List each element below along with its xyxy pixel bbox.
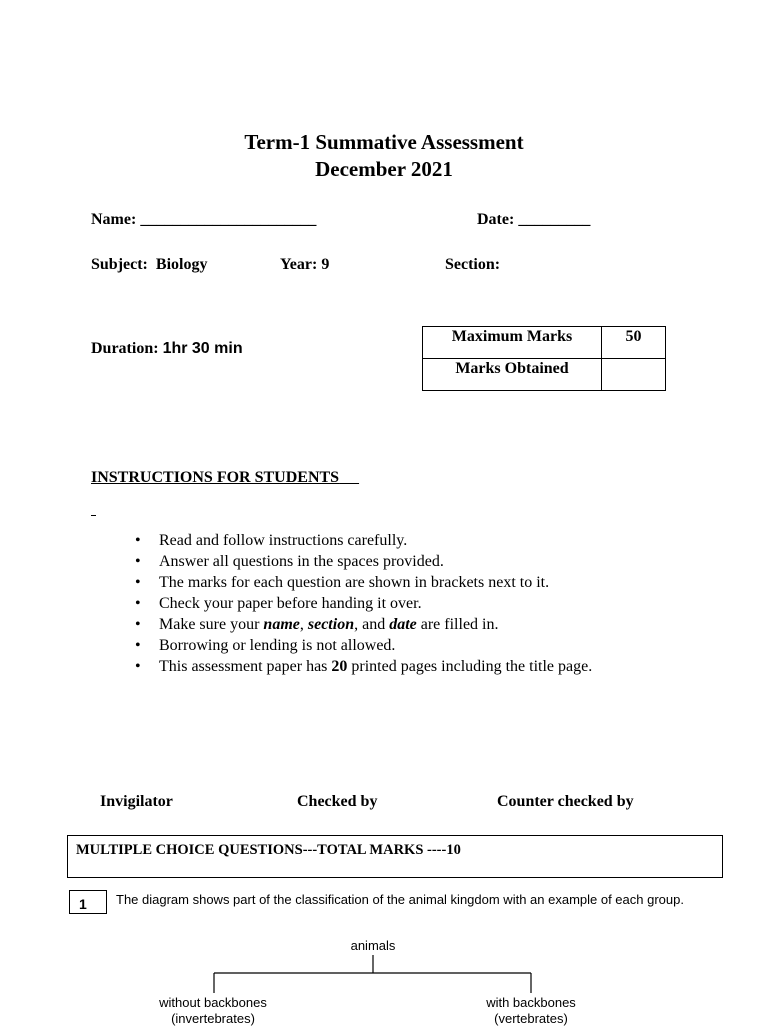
duration-value: 1hr 30 min [162, 340, 243, 357]
vertebrates-label: with backbones (vertebrates) [486, 995, 576, 1026]
mcq-header-text: MULTIPLE CHOICE QUESTIONS---TOTAL MARKS ----10 [76, 842, 461, 858]
list-item: • Read and follow instructions carefully. [135, 532, 408, 549]
max-marks-label: Maximum Marks [423, 327, 602, 359]
invigilator-label: Invigilator [100, 793, 173, 810]
duration-field [91, 340, 243, 358]
list-item: • The marks for each question are shown in brackets next to it. [135, 574, 550, 591]
checked-by-label: Checked by [297, 793, 378, 810]
page-title: Term-1 Summative Assessment [244, 130, 524, 154]
year-label: Year: 9 [280, 256, 330, 273]
question-text: The diagram shows part of the classification of the animal kingdom with an example of each group. [116, 892, 684, 907]
list-item: • Check your paper before handing it over. [135, 595, 422, 612]
table-row [423, 327, 666, 359]
instructions-list [131, 530, 592, 677]
marks-obtained-value[interactable] [602, 359, 666, 391]
name-field[interactable] [91, 211, 316, 229]
bullet-icon: • [135, 595, 141, 612]
invertebrates-label: without backbones (invertebrates) [159, 995, 267, 1026]
classification-tree-lines [200, 955, 550, 995]
bullet-icon: • [135, 637, 141, 654]
name-blank[interactable]: ______________________ [140, 211, 317, 228]
bullet-icon: • [135, 553, 141, 570]
date-label: Date: [477, 211, 515, 228]
underline-mark [91, 503, 96, 516]
marks-obtained-label: Marks Obtained [423, 359, 602, 391]
question-number-box: 1 [69, 890, 107, 914]
section-label: Section: [445, 256, 501, 273]
bullet-icon: • [135, 574, 141, 591]
mcq-header-box [67, 835, 723, 878]
marks-table [422, 326, 666, 391]
name-label: Name: [91, 211, 137, 228]
list-item: • This assessment paper has 20 printed pages including the title page. [135, 658, 593, 675]
exam-date-heading: December 2021 [315, 157, 453, 181]
subject-value: Biology [155, 256, 208, 273]
instructions-heading: INSTRUCTIONS FOR STUDENTS [91, 469, 340, 486]
counter-checked-by-label: Counter checked by [497, 793, 634, 810]
max-marks-value: 50 [602, 327, 666, 359]
bullet-icon: • [135, 616, 141, 633]
bullet-icon: • [135, 532, 141, 549]
table-row [423, 359, 666, 391]
duration-label: Duration: [91, 340, 159, 357]
diagram-root-label: animals [350, 938, 396, 953]
date-field[interactable] [477, 211, 590, 229]
bullet-icon: • [135, 658, 141, 675]
list-item: • Answer all questions in the spaces provided. [135, 553, 444, 570]
subject-label: Subject: [91, 256, 148, 273]
date-blank[interactable]: _________ [518, 211, 591, 228]
subject-field [91, 256, 207, 274]
list-item: • Make sure your name, section, and date are filled in. [135, 616, 499, 633]
list-item: • Borrowing or lending is not allowed. [135, 637, 396, 654]
